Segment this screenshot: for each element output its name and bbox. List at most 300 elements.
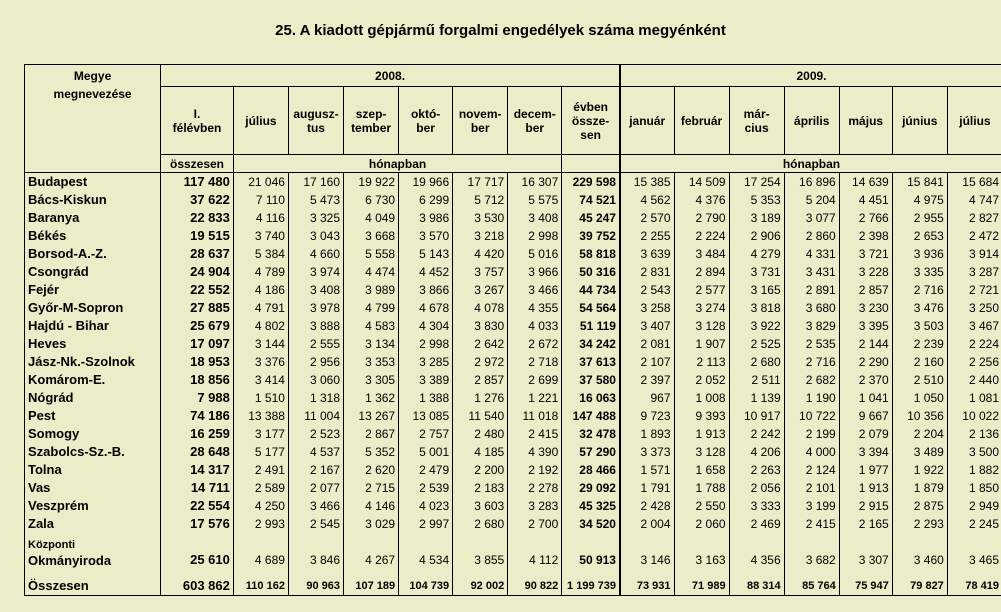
row-m2009-5: 3 460 — [892, 533, 947, 569]
header-m2009-1: február — [674, 87, 729, 155]
row-m2008-2: 2 867 — [344, 425, 399, 443]
row-m2009-6: 3 500 — [947, 443, 1001, 461]
row-total: 58 818 — [562, 245, 620, 263]
row-m2009-5: 1 879 — [892, 479, 947, 497]
row-h1: 28 648 — [161, 443, 234, 461]
row-m2009-1: 71 989 — [674, 577, 729, 596]
row-m2008-4: 3 267 — [453, 281, 508, 299]
row-name: Zala — [25, 515, 161, 533]
row-m2009-3: 4 331 — [784, 245, 839, 263]
row-m2008-2: 4 049 — [344, 209, 399, 227]
row-m2008-4: 3 855 — [453, 533, 508, 569]
row-m2009-1: 3 163 — [674, 533, 729, 569]
row-m2009-2: 2 242 — [729, 425, 784, 443]
header-year-2009: 2009. — [620, 65, 1001, 87]
row-m2009-6: 15 684 — [947, 173, 1001, 192]
table-row — [25, 209, 1001, 227]
row-name: Csongrád — [25, 263, 161, 281]
row-m2009-1: 4 376 — [674, 191, 729, 209]
row-m2009-2: 5 353 — [729, 191, 784, 209]
row-m2009-4: 2 165 — [839, 515, 892, 533]
row-m2008-0: 4 802 — [233, 317, 288, 335]
row-m2008-2: 19 922 — [344, 173, 399, 192]
row-m2009-0: 1 791 — [620, 479, 674, 497]
row-m2009-0: 2 397 — [620, 371, 674, 389]
row-m2008-1: 4 660 — [288, 245, 343, 263]
row-m2008-3: 4 304 — [399, 317, 453, 335]
row-m2009-6: 2 827 — [947, 209, 1001, 227]
row-m2008-0: 2 993 — [233, 515, 288, 533]
row-m2009-3: 2 535 — [784, 335, 839, 353]
data-table — [24, 64, 1001, 596]
row-name: Vas — [25, 479, 161, 497]
row-m2009-0: 2 570 — [620, 209, 674, 227]
row-total: 28 466 — [562, 461, 620, 479]
row-m2008-5: 3 466 — [508, 281, 562, 299]
row-m2009-3: 2 415 — [784, 515, 839, 533]
row-m2009-4: 75 947 — [839, 577, 892, 596]
row-m2008-1: 3 060 — [288, 371, 343, 389]
row-name: Szabolcs-Sz.-B. — [25, 443, 161, 461]
row-m2009-6: 1 850 — [947, 479, 1001, 497]
row-m2008-2: 3 134 — [344, 335, 399, 353]
row-m2008-0: 110 162 — [233, 577, 288, 596]
row-m2008-0: 5 384 — [233, 245, 288, 263]
row-m2008-4: 3 830 — [453, 317, 508, 335]
header-year-2008: 2008. — [161, 65, 620, 87]
row-m2009-4: 3 721 — [839, 245, 892, 263]
row-m2009-2: 2 469 — [729, 515, 784, 533]
header-megye: Megye — [25, 65, 161, 87]
row-m2008-1: 5 473 — [288, 191, 343, 209]
row-m2009-2: 2 525 — [729, 335, 784, 353]
row-m2009-4: 1 913 — [839, 479, 892, 497]
row-m2008-1: 2 077 — [288, 479, 343, 497]
row-m2009-0: 2 107 — [620, 353, 674, 371]
table-row — [25, 173, 1001, 192]
row-m2008-4: 1 276 — [453, 389, 508, 407]
row-h1: 25 610 — [161, 533, 234, 569]
row-m2009-6: 3 250 — [947, 299, 1001, 317]
row-m2008-1: 3 325 — [288, 209, 343, 227]
row-m2009-4: 9 667 — [839, 407, 892, 425]
table-row — [25, 389, 1001, 407]
row-total: 50 913 — [562, 533, 620, 569]
row-m2009-4: 2 857 — [839, 281, 892, 299]
row-m2008-1: 11 004 — [288, 407, 343, 425]
row-h1: 27 885 — [161, 299, 234, 317]
row-m2008-2: 5 352 — [344, 443, 399, 461]
row-m2008-3: 104 739 — [399, 577, 453, 596]
table-row — [25, 479, 1001, 497]
row-m2009-5: 15 841 — [892, 173, 947, 192]
table-row — [25, 281, 1001, 299]
row-m2009-2: 3 922 — [729, 317, 784, 335]
row-m2009-0: 2 428 — [620, 497, 674, 515]
row-m2008-0: 3 414 — [233, 371, 288, 389]
row-m2009-3: 4 000 — [784, 443, 839, 461]
row-m2009-1: 2 577 — [674, 281, 729, 299]
row-m2009-0: 3 639 — [620, 245, 674, 263]
row-m2009-5: 2 239 — [892, 335, 947, 353]
row-m2008-2: 1 362 — [344, 389, 399, 407]
row-m2009-0: 3 407 — [620, 317, 674, 335]
row-h1: 25 679 — [161, 317, 234, 335]
row-m2009-2: 17 254 — [729, 173, 784, 192]
row-m2009-2: 88 314 — [729, 577, 784, 596]
row-m2008-1: 3 888 — [288, 317, 343, 335]
row-m2008-3: 3 389 — [399, 371, 453, 389]
header-osszesen: összesen — [161, 155, 234, 173]
row-m2009-0: 1 893 — [620, 425, 674, 443]
table-row — [25, 425, 1001, 443]
row-h1: 7 988 — [161, 389, 234, 407]
row-m2009-0: 1 571 — [620, 461, 674, 479]
row-m2008-0: 4 186 — [233, 281, 288, 299]
table-row — [25, 263, 1001, 281]
row-m2008-0: 21 046 — [233, 173, 288, 192]
row-name: Győr-M-Sopron — [25, 299, 161, 317]
row-h1: 14 711 — [161, 479, 234, 497]
row-total: 45 325 — [562, 497, 620, 515]
row-m2009-1: 2 894 — [674, 263, 729, 281]
row-name: Borsod-A.-Z. — [25, 245, 161, 263]
row-m2008-0: 1 510 — [233, 389, 288, 407]
row-name: Fejér — [25, 281, 161, 299]
row-m2009-6: 2 721 — [947, 281, 1001, 299]
row-m2009-4: 14 639 — [839, 173, 892, 192]
header-m2008-5: decem- ber — [508, 87, 562, 155]
row-m2008-4: 2 183 — [453, 479, 508, 497]
table-row — [25, 443, 1001, 461]
row-m2009-4: 2 915 — [839, 497, 892, 515]
row-m2009-2: 4 206 — [729, 443, 784, 461]
row-m2009-6: 3 465 — [947, 533, 1001, 569]
row-total: 74 521 — [562, 191, 620, 209]
row-name: Komárom-E. — [25, 371, 161, 389]
row-m2008-3: 4 678 — [399, 299, 453, 317]
row-m2008-3: 2 479 — [399, 461, 453, 479]
row-name: Pest — [25, 407, 161, 425]
row-m2008-3: 2 997 — [399, 515, 453, 533]
row-m2009-4: 3 394 — [839, 443, 892, 461]
row-name: Somogy — [25, 425, 161, 443]
row-m2009-3: 2 199 — [784, 425, 839, 443]
table-row — [25, 497, 1001, 515]
row-name: Budapest — [25, 173, 161, 192]
row-m2009-3: 10 722 — [784, 407, 839, 425]
row-m2008-5: 2 718 — [508, 353, 562, 371]
row-m2009-1: 1 788 — [674, 479, 729, 497]
row-m2009-6: 2 136 — [947, 425, 1001, 443]
row-m2009-2: 3 731 — [729, 263, 784, 281]
row-m2008-4: 11 540 — [453, 407, 508, 425]
row-m2009-4: 3 395 — [839, 317, 892, 335]
row-h1: 17 576 — [161, 515, 234, 533]
table-row — [25, 461, 1001, 479]
row-m2009-3: 3 199 — [784, 497, 839, 515]
row-m2008-1: 3 466 — [288, 497, 343, 515]
row-h1: 18 856 — [161, 371, 234, 389]
row-m2009-3: 2 124 — [784, 461, 839, 479]
row-m2009-0: 2 004 — [620, 515, 674, 533]
row-m2008-4: 17 717 — [453, 173, 508, 192]
row-m2008-5: 4 033 — [508, 317, 562, 335]
row-m2009-2: 3 818 — [729, 299, 784, 317]
row-m2008-5: 5 575 — [508, 191, 562, 209]
row-m2008-0: 5 177 — [233, 443, 288, 461]
row-m2008-4: 2 857 — [453, 371, 508, 389]
table-row — [25, 299, 1001, 317]
row-total: 37 613 — [562, 353, 620, 371]
row-m2009-5: 4 975 — [892, 191, 947, 209]
row-name: Nógrád — [25, 389, 161, 407]
row-m2008-0: 4 250 — [233, 497, 288, 515]
row-m2009-5: 1 050 — [892, 389, 947, 407]
row-m2009-5: 2 293 — [892, 515, 947, 533]
row-total: 37 580 — [562, 371, 620, 389]
row-m2009-4: 1 041 — [839, 389, 892, 407]
row-m2009-6: 1 882 — [947, 461, 1001, 479]
row-m2008-3: 19 966 — [399, 173, 453, 192]
row-m2009-2: 4 279 — [729, 245, 784, 263]
row-m2009-0: 3 258 — [620, 299, 674, 317]
row-m2008-5: 16 307 — [508, 173, 562, 192]
row-m2009-5: 2 204 — [892, 425, 947, 443]
row-h1: 603 862 — [161, 577, 234, 596]
row-m2009-2: 3 165 — [729, 281, 784, 299]
row-m2009-0: 15 385 — [620, 173, 674, 192]
row-m2008-1: 90 963 — [288, 577, 343, 596]
row-m2008-5: 2 192 — [508, 461, 562, 479]
row-m2008-3: 4 023 — [399, 497, 453, 515]
row-h1: 17 097 — [161, 335, 234, 353]
row-m2008-1: 2 545 — [288, 515, 343, 533]
row-total: 45 247 — [562, 209, 620, 227]
header-m2009-2: már- cius — [729, 87, 784, 155]
row-m2009-5: 3 335 — [892, 263, 947, 281]
row-total: 54 564 — [562, 299, 620, 317]
row-m2008-4: 2 200 — [453, 461, 508, 479]
row-m2009-4: 2 398 — [839, 227, 892, 245]
row-h1: 14 317 — [161, 461, 234, 479]
row-h1: 117 480 — [161, 173, 234, 192]
row-m2009-1: 1 008 — [674, 389, 729, 407]
row-total: 1 199 739 — [562, 577, 620, 596]
row-m2008-5: 3 966 — [508, 263, 562, 281]
row-m2009-0: 9 723 — [620, 407, 674, 425]
row-m2009-2: 2 906 — [729, 227, 784, 245]
row-m2008-5: 2 278 — [508, 479, 562, 497]
row-name: Bács-Kiskun — [25, 191, 161, 209]
row-m2009-5: 10 356 — [892, 407, 947, 425]
row-m2009-6: 4 747 — [947, 191, 1001, 209]
row-m2008-2: 4 583 — [344, 317, 399, 335]
row-m2009-0: 967 — [620, 389, 674, 407]
row-m2009-5: 1 922 — [892, 461, 947, 479]
row-m2008-0: 7 110 — [233, 191, 288, 209]
row-m2008-2: 4 146 — [344, 497, 399, 515]
table-row — [25, 533, 1001, 569]
row-m2009-1: 1 907 — [674, 335, 729, 353]
row-m2009-4: 2 290 — [839, 353, 892, 371]
row-m2008-4: 2 642 — [453, 335, 508, 353]
row-m2009-4: 2 370 — [839, 371, 892, 389]
row-m2008-1: 3 978 — [288, 299, 343, 317]
row-m2008-3: 3 570 — [399, 227, 453, 245]
header-evben: évben össze- sen — [562, 87, 620, 155]
row-m2008-4: 2 972 — [453, 353, 508, 371]
table-row — [25, 577, 1001, 596]
row-m2008-5: 2 700 — [508, 515, 562, 533]
row-m2008-4: 3 218 — [453, 227, 508, 245]
row-total: 16 063 — [562, 389, 620, 407]
row-m2009-0: 2 543 — [620, 281, 674, 299]
row-m2009-4: 3 228 — [839, 263, 892, 281]
table-row — [25, 245, 1001, 263]
row-m2009-0: 2 831 — [620, 263, 674, 281]
row-m2009-3: 3 682 — [784, 533, 839, 569]
row-m2009-2: 2 680 — [729, 353, 784, 371]
row-m2009-5: 79 827 — [892, 577, 947, 596]
row-m2009-1: 2 060 — [674, 515, 729, 533]
row-m2009-4: 2 766 — [839, 209, 892, 227]
row-m2008-2: 107 189 — [344, 577, 399, 596]
row-m2008-5: 4 355 — [508, 299, 562, 317]
header-honapban-2008: hónapban — [233, 155, 561, 173]
header-m2008-3: októ- ber — [399, 87, 453, 155]
row-m2008-5: 3 408 — [508, 209, 562, 227]
row-m2008-0: 3 740 — [233, 227, 288, 245]
row-m2009-6: 1 081 — [947, 389, 1001, 407]
row-m2008-2: 4 474 — [344, 263, 399, 281]
row-total: 57 290 — [562, 443, 620, 461]
row-m2008-2: 4 267 — [344, 533, 399, 569]
row-m2009-3: 3 431 — [784, 263, 839, 281]
row-m2009-2: 10 917 — [729, 407, 784, 425]
row-h1: 74 186 — [161, 407, 234, 425]
row-h1: 22 833 — [161, 209, 234, 227]
table-row — [25, 353, 1001, 371]
row-m2008-2: 6 730 — [344, 191, 399, 209]
row-m2008-4: 2 480 — [453, 425, 508, 443]
row-m2009-0: 4 562 — [620, 191, 674, 209]
row-m2009-3: 85 764 — [784, 577, 839, 596]
row-name: Baranya — [25, 209, 161, 227]
row-m2009-5: 2 716 — [892, 281, 947, 299]
row-m2008-0: 2 491 — [233, 461, 288, 479]
header-m2008-1: augusz- tus — [288, 87, 343, 155]
row-m2009-3: 2 716 — [784, 353, 839, 371]
row-m2009-1: 14 509 — [674, 173, 729, 192]
table-title: 25. A kiadott gépjármű forgalmi engedélyek száma megyénként — [275, 22, 726, 39]
row-total: 29 092 — [562, 479, 620, 497]
row-h1: 28 637 — [161, 245, 234, 263]
row-m2008-2: 2 715 — [344, 479, 399, 497]
row-m2008-2: 3 305 — [344, 371, 399, 389]
row-m2009-0: 3 373 — [620, 443, 674, 461]
row-m2009-5: 3 936 — [892, 245, 947, 263]
row-m2009-6: 78 419 — [947, 577, 1001, 596]
row-m2008-5: 2 415 — [508, 425, 562, 443]
row-m2009-2: 2 263 — [729, 461, 784, 479]
header-m2009-6: július — [947, 87, 1001, 155]
row-m2008-5: 2 672 — [508, 335, 562, 353]
row-m2009-6: 2 256 — [947, 353, 1001, 371]
row-m2008-1: 3 043 — [288, 227, 343, 245]
header-m2008-4: novem- ber — [453, 87, 508, 155]
row-m2008-3: 1 388 — [399, 389, 453, 407]
row-m2009-5: 3 476 — [892, 299, 947, 317]
row-m2009-6: 2 245 — [947, 515, 1001, 533]
row-m2008-0: 3 376 — [233, 353, 288, 371]
row-m2009-1: 3 128 — [674, 317, 729, 335]
row-m2009-1: 2 224 — [674, 227, 729, 245]
row-m2009-2: 4 356 — [729, 533, 784, 569]
row-m2008-3: 3 866 — [399, 281, 453, 299]
row-m2008-3: 2 757 — [399, 425, 453, 443]
header-h1: I. félévben — [161, 87, 234, 155]
row-m2008-4: 3 530 — [453, 209, 508, 227]
row-m2008-3: 6 299 — [399, 191, 453, 209]
header-megye-2: megnevezése — [25, 87, 161, 155]
row-m2009-3: 3 077 — [784, 209, 839, 227]
row-name: Összesen — [25, 577, 161, 596]
row-m2008-5: 4 112 — [508, 533, 562, 569]
row-m2008-4: 4 185 — [453, 443, 508, 461]
row-m2008-3: 3 986 — [399, 209, 453, 227]
row-m2008-5: 11 018 — [508, 407, 562, 425]
row-h1: 22 554 — [161, 497, 234, 515]
row-m2008-1: 17 160 — [288, 173, 343, 192]
row-name: Heves — [25, 335, 161, 353]
row-m2008-5: 1 221 — [508, 389, 562, 407]
row-m2009-6: 10 022 — [947, 407, 1001, 425]
row-m2008-3: 2 539 — [399, 479, 453, 497]
row-m2008-0: 3 177 — [233, 425, 288, 443]
table-row — [25, 515, 1001, 533]
row-m2008-1: 3 408 — [288, 281, 343, 299]
row-m2009-0: 73 931 — [620, 577, 674, 596]
header-m2009-0: január — [620, 87, 674, 155]
row-m2009-1: 1 658 — [674, 461, 729, 479]
row-m2009-0: 2 255 — [620, 227, 674, 245]
row-m2008-5: 3 283 — [508, 497, 562, 515]
row-m2009-5: 2 653 — [892, 227, 947, 245]
row-m2008-1: 2 167 — [288, 461, 343, 479]
table-row — [25, 407, 1001, 425]
row-m2008-2: 4 799 — [344, 299, 399, 317]
row-m2009-0: 2 081 — [620, 335, 674, 353]
row-m2009-3: 2 891 — [784, 281, 839, 299]
row-m2008-3: 4 534 — [399, 533, 453, 569]
row-m2009-3: 16 896 — [784, 173, 839, 192]
row-m2008-3: 13 085 — [399, 407, 453, 425]
row-m2008-1: 2 523 — [288, 425, 343, 443]
row-m2008-3: 5 143 — [399, 245, 453, 263]
row-m2008-0: 3 144 — [233, 335, 288, 353]
row-m2009-5: 2 510 — [892, 371, 947, 389]
row-h1: 22 552 — [161, 281, 234, 299]
row-total: 51 119 — [562, 317, 620, 335]
header-m2009-4: május — [839, 87, 892, 155]
row-m2009-4: 2 079 — [839, 425, 892, 443]
row-m2008-3: 2 998 — [399, 335, 453, 353]
row-m2008-0: 2 589 — [233, 479, 288, 497]
row-m2009-3: 2 682 — [784, 371, 839, 389]
row-m2008-4: 4 078 — [453, 299, 508, 317]
row-h1: 24 904 — [161, 263, 234, 281]
